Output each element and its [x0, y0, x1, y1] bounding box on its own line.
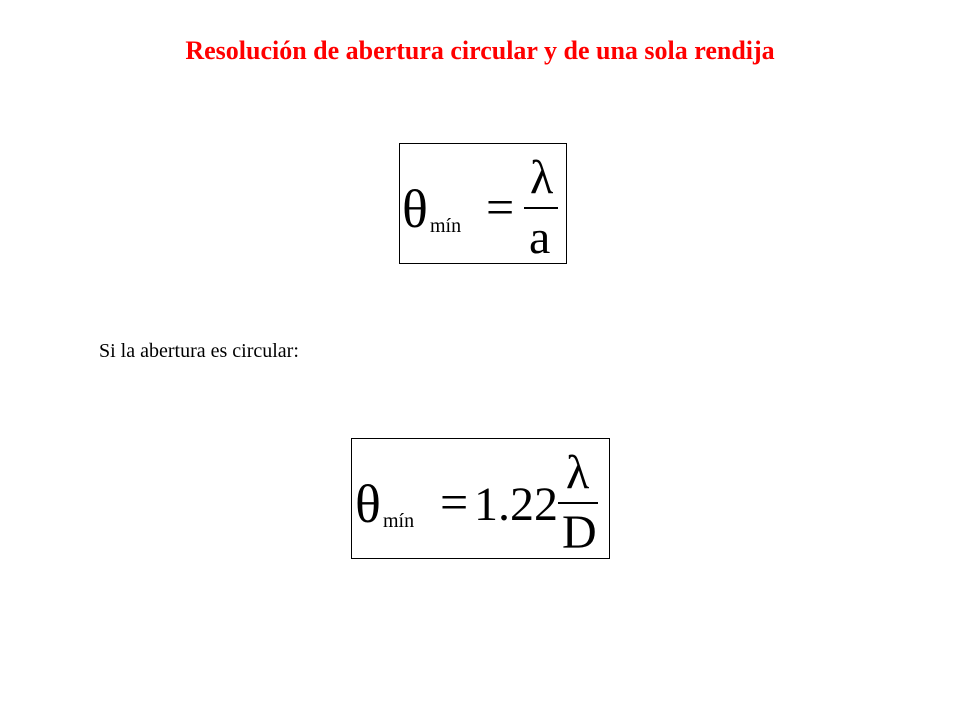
slide-title: Resolución de abertura circular y de una sola rendija	[185, 36, 775, 65]
lambda-numerator: λ	[566, 446, 590, 499]
coefficient: 1.22	[474, 478, 558, 531]
fraction-bar	[558, 502, 598, 504]
denominator-d: D	[562, 506, 597, 559]
denominator-a: a	[529, 211, 551, 264]
formula-box-single-slit	[399, 143, 567, 264]
theta-symbol: θ	[402, 179, 428, 239]
fraction-bar	[524, 207, 558, 209]
min-subscript: mín	[430, 215, 462, 237]
equals-sign: =	[440, 474, 469, 530]
circular-aperture-caption: Si la abertura es circular:	[99, 340, 299, 362]
theta-symbol: θ	[355, 474, 381, 534]
lambda-numerator: λ	[530, 151, 554, 204]
equals-sign: =	[486, 179, 515, 235]
formula-box-circular-aperture	[351, 438, 610, 559]
min-subscript: mín	[383, 510, 415, 532]
